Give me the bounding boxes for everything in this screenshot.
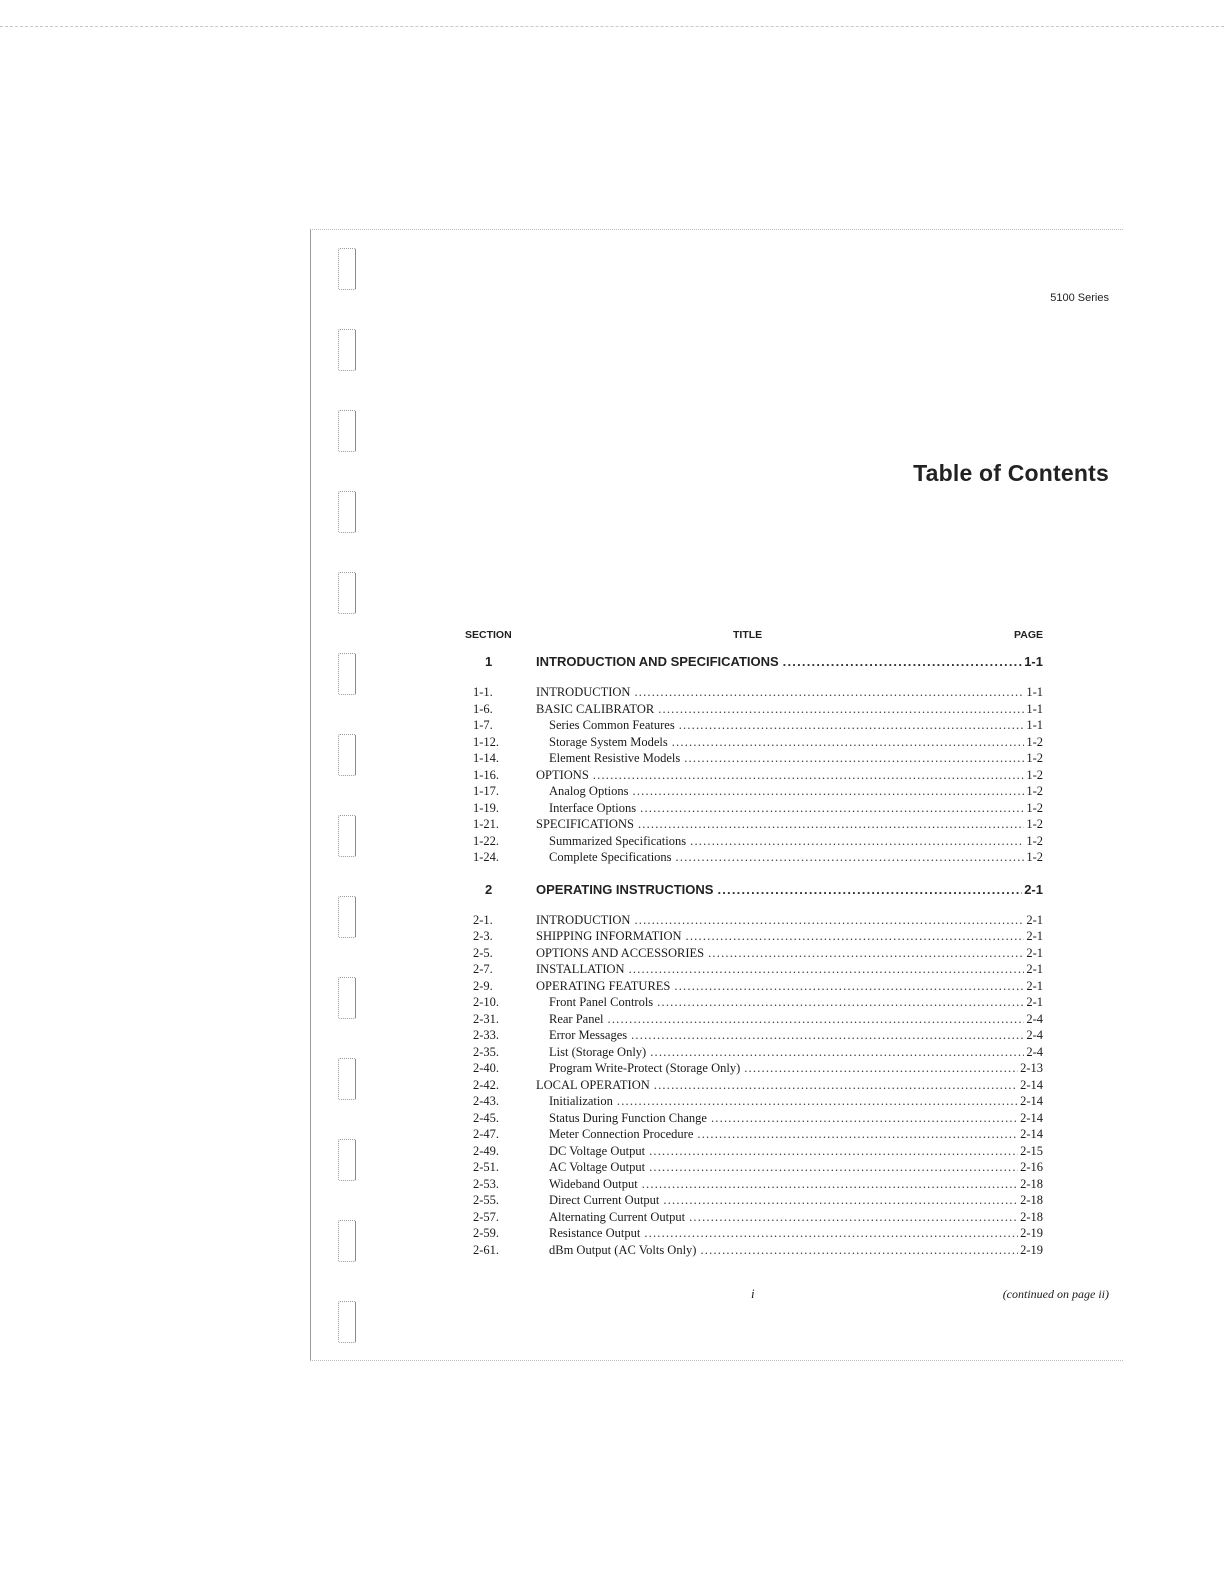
entry-page: 1-2 [1026,817,1043,831]
entry-title: Resistance Output [549,1226,641,1240]
entry-page: 1-2 [1026,734,1043,749]
entry-title: Wideband Output [549,1176,638,1191]
section-page: 2-1 [1024,881,1043,897]
entry-page: 2-1 [1026,912,1043,927]
toc-entry[interactable] [463,1077,1043,1094]
entry-page: 2-15 [1020,1143,1043,1158]
entry-number: 2-35. [473,1044,500,1059]
entry-number: 1-19. [473,800,500,815]
entry-number: 2-10. [473,995,500,1009]
entry-title: INSTALLATION [536,962,625,976]
leader-dots [658,701,1024,718]
toc-entry[interactable] [463,750,1043,767]
entry-title: Analog Options [549,784,629,798]
entry-page: 1-2 [1026,767,1043,782]
leader-dots [629,961,1025,978]
entry-page: 2-14 [1020,1094,1043,1108]
entry-number: 2-53. [473,1176,500,1191]
leader-dots [634,912,1024,929]
toc-entry[interactable] [463,1192,1043,1209]
table-of-contents [463,629,1043,1272]
page-number: i [751,1286,755,1301]
leader-dots [711,1110,1018,1127]
entry-page: 2-1 [1026,962,1043,976]
entry-title: OPTIONS AND ACCESSORIES [536,945,705,960]
section-entries [463,684,1043,866]
entry-number: 1-1. [473,685,493,699]
entry-number: 1-7. [473,718,493,732]
binder-hole [338,248,356,290]
entry-page: 1-1 [1026,718,1043,732]
continued-note: (continued on page ii) [1002,1287,1109,1301]
leader-dots [633,783,1025,800]
leader-dots [708,945,1024,962]
toc-body [463,652,1043,1258]
toc-entry[interactable] [463,767,1043,784]
binder-hole [338,653,356,695]
entry-title: Rear Panel [549,1011,604,1026]
leader-dots [654,1077,1018,1094]
leader-dots [686,928,1025,945]
entry-number: 2-49. [473,1143,500,1158]
toc-entry[interactable] [463,717,1043,734]
entry-number: 1-22. [473,833,500,848]
leader-dots [644,1225,1018,1242]
binder-hole [338,1301,356,1343]
entry-page: 2-4 [1026,1011,1043,1026]
entry-number: 1-16. [473,767,500,782]
binder-hole [338,815,356,857]
entry-number: 2-9. [473,978,493,993]
toc-section-heading[interactable] [463,880,1043,902]
entry-page: 1-2 [1026,800,1043,815]
scan-edge-line [0,26,1224,27]
toc-entry[interactable] [463,1209,1043,1226]
entry-number: 2-40. [473,1061,500,1075]
leader-dots [783,654,1023,669]
entry-page: 2-1 [1026,995,1043,1009]
toc-entry[interactable] [463,1060,1043,1077]
entry-title: List (Storage Only) [549,1044,647,1059]
title-column-header: TITLE [733,629,763,641]
toc-entry[interactable] [463,1126,1043,1143]
entry-number: 1-6. [473,701,493,716]
section-number: 1 [485,654,493,669]
toc-entry[interactable] [463,783,1043,800]
section-title: OPERATING INSTRUCTIONS [536,881,714,897]
leader-dots [631,1027,1024,1044]
leader-dots [717,882,1022,897]
entry-title: LOCAL OPERATION [536,1077,650,1092]
binder-hole [338,572,356,614]
binder-hole [338,329,356,371]
entry-title: Error Messages [549,1028,628,1042]
toc-entry[interactable] [463,1143,1043,1160]
entry-page: 2-1 [1026,978,1043,993]
toc-entry[interactable] [463,978,1043,995]
leader-dots [676,849,1025,866]
toc-entry[interactable] [463,1176,1043,1193]
leader-dots [700,1242,1018,1259]
leader-dots [657,994,1024,1011]
entry-title: Status During Function Change [549,1110,707,1125]
entry-number: 2-7. [473,962,493,976]
entry-title: SPECIFICATIONS [536,817,634,831]
entry-number: 2-42. [473,1077,500,1092]
series-label: 5100 Series [1050,292,1109,304]
leader-dots [672,734,1025,751]
entry-page: 1-1 [1026,685,1043,699]
leader-dots [684,750,1024,767]
toc-entry[interactable] [463,912,1043,929]
toc-entry[interactable] [463,994,1043,1011]
entry-page: 1-2 [1026,833,1043,848]
page-title: Table of Contents [913,460,1109,486]
toc-entry[interactable] [463,701,1043,718]
toc-entry[interactable] [463,961,1043,978]
binder-hole [338,410,356,452]
entry-number: 2-55. [473,1193,500,1207]
leader-dots [649,1143,1018,1160]
leader-dots [642,1176,1018,1193]
binder-holes [338,244,362,1354]
entry-title: Program Write-Protect (Storage Only) [549,1061,741,1075]
entry-page: 2-14 [1020,1110,1043,1125]
entry-page: 2-4 [1026,1028,1043,1042]
entry-page: 2-19 [1020,1226,1043,1240]
entry-page: 2-18 [1020,1209,1043,1224]
binder-hole [338,1220,356,1262]
entry-title: dBm Output (AC Volts Only) [549,1242,697,1257]
entry-number: 2-3. [473,929,493,943]
entry-title: Interface Options [549,800,637,815]
entry-page: 2-19 [1020,1242,1043,1257]
entry-title: OPTIONS [536,767,589,782]
entry-number: 2-45. [473,1110,500,1125]
entry-page: 2-13 [1020,1061,1043,1075]
toc-entry[interactable] [463,1225,1043,1242]
entry-page: 2-18 [1020,1176,1043,1191]
entry-title: Front Panel Controls [549,995,654,1009]
entry-title: Initialization [549,1094,613,1108]
entry-page: 1-2 [1026,850,1043,864]
entry-number: 2-47. [473,1127,500,1141]
entry-number: 2-59. [473,1226,500,1240]
leader-dots [689,1209,1018,1226]
toc-entry[interactable] [463,816,1043,833]
entry-title: Alternating Current Output [549,1209,686,1224]
toc-entry[interactable] [463,1110,1043,1127]
entry-page: 1-1 [1026,701,1043,716]
binder-hole [338,1058,356,1100]
entry-title: Element Resistive Models [549,751,681,765]
leader-dots [649,1159,1018,1176]
column-headers [463,629,1043,645]
entry-title: Series Common Features [549,718,675,732]
toc-entry[interactable] [463,684,1043,701]
section-number: 2 [485,881,493,897]
entry-number: 1-21. [473,817,500,831]
entry-title: BASIC CALIBRATOR [536,701,655,716]
leader-dots [617,1093,1018,1110]
section-page: 1-1 [1024,654,1043,669]
binder-hole [338,977,356,1019]
entry-number: 1-24. [473,850,500,864]
section-column-header: SECTION [465,629,512,641]
entry-page: 2-1 [1026,945,1043,960]
leader-dots [674,978,1024,995]
leader-dots [593,767,1025,784]
entry-number: 1-14. [473,751,500,765]
entry-title: SHIPPING INFORMATION [536,929,682,943]
leader-dots [679,717,1025,734]
entry-title: Summarized Specifications [549,833,687,848]
toc-entry[interactable] [463,849,1043,866]
entry-title: AC Voltage Output [549,1160,646,1174]
leader-dots [744,1060,1018,1077]
toc-entry[interactable] [463,833,1043,850]
entry-title: Direct Current Output [549,1193,660,1207]
binder-hole [338,896,356,938]
entry-title: INTRODUCTION [536,912,631,927]
binder-hole [338,734,356,776]
section-title: INTRODUCTION AND SPECIFICATIONS [536,654,779,669]
leader-dots [663,1192,1018,1209]
leader-dots [634,684,1024,701]
entry-page: 2-14 [1020,1127,1043,1141]
entry-number: 2-61. [473,1242,500,1257]
entry-number: 2-51. [473,1160,500,1174]
toc-entry[interactable] [463,1011,1043,1028]
binder-hole [338,491,356,533]
toc-entry[interactable] [463,1093,1043,1110]
binder-hole [338,1139,356,1181]
entry-number: 2-1. [473,912,493,927]
leader-dots [640,800,1024,817]
entry-title: DC Voltage Output [549,1143,646,1158]
entry-page: 2-1 [1026,929,1043,943]
entry-page: 2-14 [1020,1077,1043,1092]
leader-dots [697,1126,1018,1143]
toc-entry[interactable] [463,1159,1043,1176]
section-entries [463,912,1043,1259]
entry-number: 1-17. [473,784,500,798]
entry-number: 2-57. [473,1209,500,1224]
leader-dots [650,1044,1024,1061]
entry-title: Storage System Models [549,734,668,749]
entry-number: 2-5. [473,945,493,960]
toc-entry[interactable] [463,1242,1043,1259]
entry-page: 1-2 [1026,784,1043,798]
toc-entry[interactable] [463,1044,1043,1061]
entry-number: 1-12. [473,734,500,749]
entry-title: OPERATING FEATURES [536,978,671,993]
leader-dots [608,1011,1025,1028]
toc-entry[interactable] [463,1027,1043,1044]
entry-number: 2-43. [473,1094,500,1108]
entry-title: Meter Connection Procedure [549,1127,694,1141]
toc-entry[interactable] [463,800,1043,817]
entry-page: 1-2 [1026,751,1043,765]
toc-entry[interactable] [463,734,1043,751]
entry-title: INTRODUCTION [536,685,631,699]
toc-section-heading[interactable] [463,652,1043,674]
entry-page: 2-18 [1020,1193,1043,1207]
document-page [310,229,1123,1361]
leader-dots [638,816,1024,833]
page-column-header: PAGE [1014,629,1043,641]
entry-number: 2-33. [473,1028,500,1042]
entry-title: Complete Specifications [549,850,672,864]
entry-number: 2-31. [473,1011,500,1026]
entry-page: 2-16 [1020,1160,1043,1174]
toc-entry[interactable] [463,945,1043,962]
entry-page: 2-4 [1026,1044,1043,1059]
leader-dots [690,833,1024,850]
toc-entry[interactable] [463,928,1043,945]
